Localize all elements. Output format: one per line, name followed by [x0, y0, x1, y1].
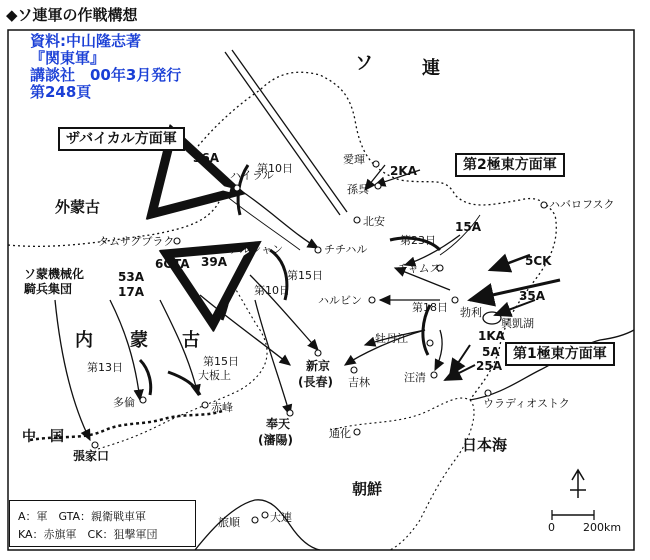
front-transbaikal: ザバイカル方面軍 — [58, 127, 185, 151]
city-marker — [351, 367, 357, 373]
mech-group-line-2: 騎兵集団 — [24, 282, 73, 296]
city-marker — [369, 297, 375, 303]
city-marker — [354, 217, 360, 223]
city-tonghua: 通化 — [329, 427, 351, 440]
city-aigun: 愛琿 — [343, 153, 365, 166]
city-jilin: 吉林 — [348, 376, 370, 389]
city-lushun: 旅順 — [218, 516, 240, 529]
region-inner-mongolia-2: 蒙 — [130, 330, 150, 351]
city-sunwu: 孫呉 — [347, 183, 369, 196]
city-marker — [92, 442, 98, 448]
unit-36a: 36A — [193, 151, 219, 165]
city-daban: 大板上 — [198, 369, 231, 382]
unit-2ka: 2KA — [390, 164, 417, 178]
region-soviet-so: ソ — [355, 53, 375, 74]
city-marker — [174, 238, 180, 244]
unit-39a: 39A — [201, 255, 227, 269]
unit-5ck: 5CK — [525, 254, 552, 268]
region-china: 中 国 — [22, 429, 64, 445]
city-mudanjiang: 牡丹江 — [375, 332, 408, 345]
day-label: 第10日 — [257, 162, 293, 175]
city-harbin: ハルビン — [318, 294, 362, 307]
unit-53a: 53A — [118, 270, 144, 284]
map-title: ◆ソ連軍の作戦構想 — [6, 6, 138, 24]
city-marker — [485, 390, 491, 396]
source-line-3: 講談社 00年3月発行 — [30, 66, 182, 84]
day-label: 第15日 — [203, 355, 239, 368]
unit-1ka: 1KA — [478, 329, 505, 343]
city-dalian: 大連 — [270, 511, 292, 524]
korea-border — [330, 398, 474, 550]
city-marker — [375, 183, 381, 189]
city-khabarovsk: ハバロフスク — [549, 198, 615, 211]
day-label: 第10日 — [254, 284, 290, 297]
unit-25a: 25A — [476, 359, 502, 373]
city-marker — [252, 517, 258, 523]
unit-35a: 35A — [519, 289, 545, 303]
city-marker — [287, 410, 293, 416]
day-label: 第23日 — [400, 234, 436, 247]
city-duolun: 多倫 — [113, 396, 135, 409]
region-outer-mongolia: 外蒙古 — [55, 198, 101, 216]
city-marker — [373, 161, 379, 167]
region-korea: 朝鮮 — [352, 480, 383, 498]
city-chifeng: 赤峰 — [211, 401, 233, 414]
source-line-1: 資料:中山隆志著 — [30, 32, 141, 50]
city-boli: 勃利 — [460, 306, 482, 319]
region-sea-of-japan: 日本海 — [462, 436, 508, 454]
city-qiqihar: チチハル — [324, 243, 368, 256]
front-first-far-east: 第1極東方面軍 — [505, 342, 615, 366]
city-marker — [234, 185, 240, 191]
scale-distance: 200km — [583, 521, 622, 534]
city-marker — [541, 202, 547, 208]
north-arrow — [570, 470, 586, 498]
front-line — [222, 265, 230, 320]
city-fengtian-2: (瀋陽) — [258, 433, 293, 447]
city-beian: 北安 — [363, 215, 385, 228]
city-xinjing-2: (長春) — [298, 375, 333, 389]
source-line-2: 『関東軍』 — [30, 49, 106, 67]
day-label: 第13日 — [87, 361, 123, 374]
city-vladivostok: ウラディオストク — [483, 397, 570, 410]
source-line-4: 第248頁 — [30, 83, 92, 101]
legend-line-1: A：軍 GTA：親衛戦車軍 — [18, 510, 147, 523]
unit-15a: 15A — [455, 220, 481, 234]
city-tamsag: タムサグブラク — [98, 235, 175, 248]
region-soviet-ren: 連 — [422, 58, 442, 79]
front-line — [140, 360, 151, 395]
scale-zero: 0 — [548, 521, 555, 534]
city-marker — [452, 297, 458, 303]
city-xinjing-1: 新京 — [306, 359, 331, 373]
coastline — [195, 500, 320, 550]
city-marker — [315, 350, 321, 356]
region-inner-mongolia-3: 古 — [182, 330, 202, 351]
city-zhangjiakou: 張家口 — [73, 449, 110, 463]
day-label: 第18日 — [412, 301, 448, 314]
mech-group-line-1: ソ蒙機械化 — [24, 267, 85, 281]
day-label: 第15日 — [287, 269, 323, 282]
city-khanka: 興凱湖 — [501, 317, 534, 330]
city-marker — [202, 402, 208, 408]
city-marker — [427, 340, 433, 346]
city-marker — [262, 512, 268, 518]
city-jiamusi: チャムス — [397, 262, 441, 275]
city-wangqing: 汪清 — [404, 371, 426, 384]
map-legend — [9, 500, 196, 547]
legend-line-2: KA：赤旗軍 CK：狙撃軍団 — [18, 528, 158, 541]
city-marker — [354, 429, 360, 435]
region-inner-mongolia-1: 内 — [75, 330, 95, 351]
city-hailar: ハイラル — [230, 169, 274, 182]
city-arshan: アルシャン — [229, 243, 284, 256]
city-marker — [315, 247, 321, 253]
city-marker — [140, 397, 146, 403]
front-second-far-east: 第2極東方面軍 — [455, 153, 565, 177]
unit-17a: 17A — [118, 285, 144, 299]
unit-5a: 5A — [482, 345, 500, 359]
city-fengtian-1: 奉天 — [266, 417, 291, 431]
city-marker — [431, 372, 437, 378]
unit-6gta: 6GTA — [155, 257, 190, 271]
